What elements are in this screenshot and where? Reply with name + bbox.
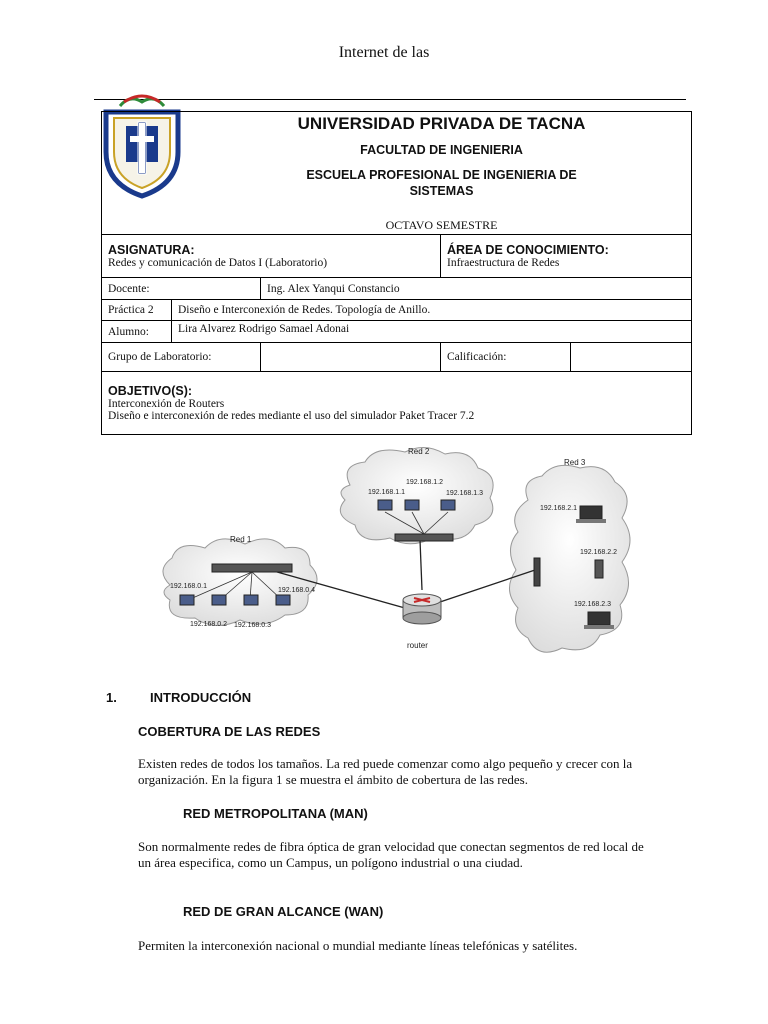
course-value: Redes y comunicación de Datos I (Laboratorio) <box>108 257 328 269</box>
university-name: UNIVERSIDAD PRIVADA DE TACNA <box>297 114 586 133</box>
practice-label: Práctica 2 <box>102 300 172 321</box>
red1-ip-1: 192.168.0.1 <box>170 583 207 590</box>
coverage-paragraph <box>138 756 686 788</box>
red1-ip-2: 192.168.0.2 <box>190 621 227 628</box>
wan-paragraph: Permiten la interconexión nacional o mundial mediante líneas telefónicas y satélites. <box>138 938 578 953</box>
network-topology-diagram <box>150 440 640 672</box>
red3-ip-3: 192.168.2.3 <box>574 601 611 608</box>
coverage-heading: COBERTURA DE LAS REDES <box>138 724 321 739</box>
wan-heading: RED DE GRAN ALCANCE (WAN) <box>183 904 384 919</box>
coverage-line-2: organización. En la figura 1 se muestra el ámbito de cobertura de las redes. <box>138 772 528 787</box>
course-info-table <box>101 111 692 435</box>
red3-access-point <box>534 558 540 586</box>
semester: OCTAVO SEMESTRE <box>385 218 498 232</box>
red2-ip-3: 192.168.1.3 <box>446 490 483 497</box>
objective-2: Diseño e interconexión de redes mediante el uso del simulador Paket Tracer 7.2 <box>108 410 475 422</box>
practice-value: Diseño e Interconexión de Redes. Topología de Anillo. <box>172 300 692 321</box>
man-paragraph <box>138 839 686 871</box>
course-cell <box>102 235 441 278</box>
red3-ip-1: 192.168.2.1 <box>540 505 577 512</box>
faculty-name: FACULTAD DE INGENIERIA <box>360 143 523 157</box>
area-value: Infraestructura de Redes <box>447 257 560 269</box>
title-cell <box>102 112 692 235</box>
man-line-1: Son normalmente redes de fibra óptica de gran velocidad que conectan segmentos de red local de <box>138 839 644 854</box>
red2-title: Red 2 <box>408 447 430 456</box>
red2-ip-2: 192.168.1.2 <box>406 479 443 486</box>
router-label: router <box>407 641 428 650</box>
red1-ip-3: 192.168.0.3 <box>234 622 271 629</box>
school-name-line2: SISTEMAS <box>409 184 474 198</box>
area-label: ÁREA DE CONOCIMIENTO: <box>447 243 609 257</box>
red3-title: Red 3 <box>564 458 586 467</box>
coverage-line-1: Existen redes de todos los tamaños. La red puede comenzar como algo pequeño y crecer con la <box>138 756 633 771</box>
student-value: Lira Alvarez Rodrigo Samael Adonai <box>172 321 692 343</box>
section-number: 1. <box>106 690 117 705</box>
grade-label: Calificación: <box>441 343 571 372</box>
objectives-cell <box>102 372 692 435</box>
red3-cloud <box>509 465 630 652</box>
student-label: Alumno: <box>102 321 172 343</box>
teacher-label: Docente: <box>102 278 261 300</box>
router-icon <box>403 594 441 624</box>
section-title: INTRODUCCIÓN <box>150 690 252 705</box>
objectives-label: OBJETIVO(S): <box>108 384 193 398</box>
red3-ip-2: 192.168.2.2 <box>580 549 617 556</box>
lab-group-value <box>261 343 441 372</box>
man-line-2: un área especifica, como un Campus, un polígono industrial o una ciudad. <box>138 855 523 870</box>
lab-group-label: Grupo de Laboratorio: <box>102 343 261 372</box>
grade-value <box>571 343 692 372</box>
school-name-line1: ESCUELA PROFESIONAL DE INGENIERIA DE <box>306 168 577 182</box>
red1-ip-4: 192.168.0.4 <box>278 587 315 594</box>
red2-ip-1: 192.168.1.1 <box>368 489 405 496</box>
teacher-value: Ing. Alex Yanqui Constancio <box>261 278 692 300</box>
objective-1: Interconexión de Routers <box>108 398 225 410</box>
area-cell <box>441 235 692 278</box>
man-heading: RED METROPOLITANA (MAN) <box>183 806 368 821</box>
course-label: ASIGNATURA: <box>108 243 195 257</box>
red1-title: Red 1 <box>230 535 252 544</box>
page-header: Internet de las <box>338 44 430 61</box>
